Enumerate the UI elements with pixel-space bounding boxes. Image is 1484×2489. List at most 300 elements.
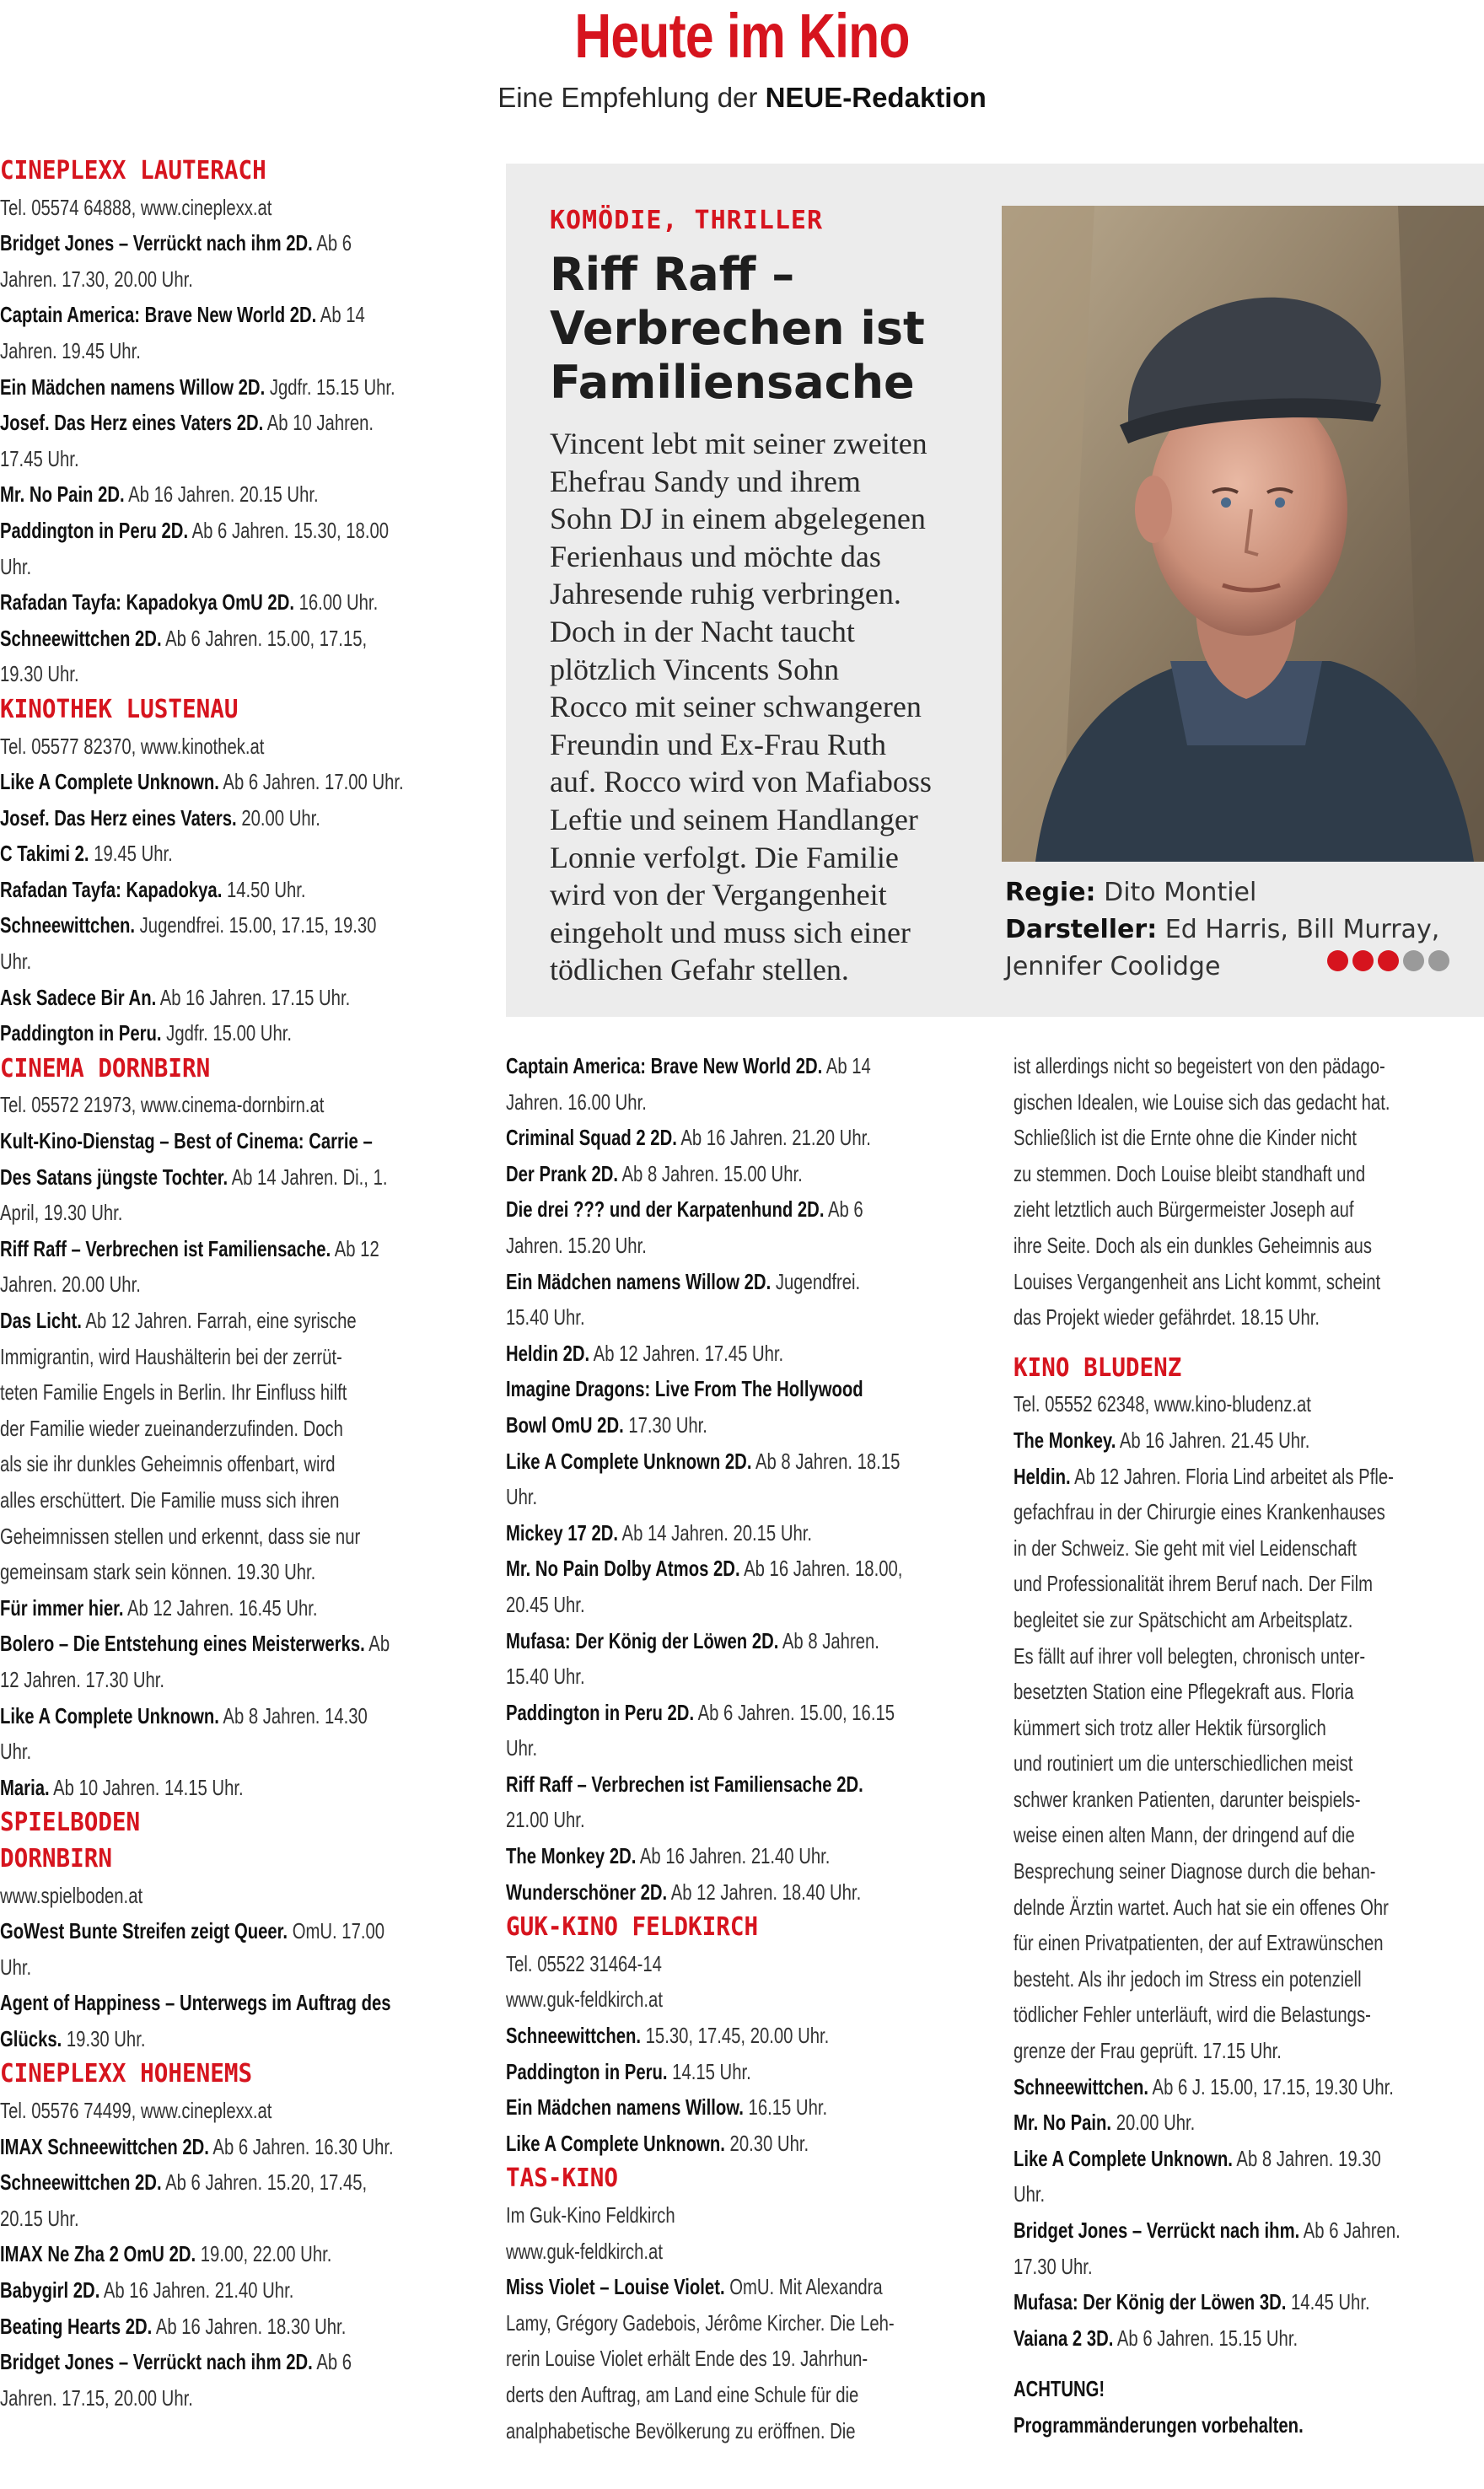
listing-detail: zu stemmen. Doch Louise bleibt standhaft und [1014,1160,1366,1186]
listing-detail: Ab 12 Jahren. Floria Lind arbeitet als Pfle- [1070,1463,1394,1489]
listing-detail: Ab 8 Jahren. 14.30 [218,1702,368,1728]
director-label: Regie: [1005,878,1096,907]
film-title: Imagine Dragons: Live From The Hollywood [506,1376,863,1402]
film-title: Paddington in Peru. [0,1020,162,1046]
page-header [0,0,1484,126]
film-title: Heldin 2D. [506,1340,590,1366]
film-title: Like A Complete Unknown. [1014,2145,1233,2171]
listing-line [0,1734,368,1770]
film-title: Paddington in Peru 2D. [0,517,189,543]
director-name: Dito Montiel [1095,878,1257,907]
listing-detail: analphabetische Bevölkerung zu eröffnen. Die [506,2417,856,2443]
listing-line [0,1662,368,1698]
film-title: Mickey 17 2D. [506,1519,619,1546]
feature-description-line: Freundin und Ex-Frau Ruth [550,727,886,761]
listing-line [0,1698,368,1734]
listing-detail: zieht letztlich auch Bürgermeister Joseph auf [1014,1196,1354,1223]
listing-detail: Jahren. 17.15, 20.00 Uhr. [0,2384,193,2411]
listing-line [0,1519,368,1555]
film-title: Mr. No Pain Dolby Atmos 2D. [506,1556,740,1582]
listing-detail: Tel. 05577 82370, www.kinothek.at [0,733,265,759]
listing-line [0,907,377,943]
listing-line [0,405,374,441]
listing-line [0,980,368,1016]
cinema-heading: DORNBIRN [0,1843,112,1873]
listing-line [0,2309,368,2345]
listing-detail: Jugendfrei. [771,1268,861,1294]
film-title: Wunderschöner 2D. [506,1879,668,1905]
film-title: Criminal Squad 2 2D. [506,1125,677,1151]
listing-line [0,190,368,226]
rating-dot-empty [1428,950,1449,971]
listing-line [506,1084,874,1121]
listing-detail: Uhr. [506,1484,538,1510]
subtitle-brand: NEUE-Redaktion [765,82,987,113]
film-title: Mufasa: Der König der Löwen 2D. [506,1627,779,1653]
film-title: Der Prank 2D. [506,1160,619,1186]
film-title: Ein Mädchen namens Willow 2D. [0,374,266,400]
listing-detail: besteht. Als ihr jedoch im Stress ein potenziell [1014,1965,1362,1992]
listing-line [506,2018,874,2054]
listing-detail: 20.00 Uhr. [236,804,320,831]
listing-line [1014,2249,1382,2285]
listing-line [506,1766,874,1803]
listing-detail: Ab 16 Jahren. 18.30 Uhr. [152,2313,347,2339]
listing-line [1014,1264,1382,1300]
page-subtitle [0,81,1484,115]
listing-line [1014,1530,1382,1567]
listing-line [506,1264,874,1300]
feature-description-line: Jahresende ruhig verbringen. [550,577,901,611]
listing-detail: OmU. Mit Alexandra [724,2274,883,2300]
listing-line [506,1551,903,1587]
listing-detail: delnde Ärztin wartet. Auch hat sie ein offenes Ohr [1014,1894,1389,1920]
listing-line [0,1878,368,1914]
listing-detail: Ab 6 [312,2349,352,2375]
listing-line [0,1159,388,1196]
rating-dot-filled [1327,950,1348,971]
listing-detail: das Projekt wieder gefährdet. 18.15 Uhr. [1014,1304,1320,1331]
listing-line [0,2129,394,2165]
listing-detail: Jgdfr. 15.15 Uhr. [265,374,395,400]
listing-line [1014,2069,1394,2105]
listing-line [1014,1566,1382,1602]
film-title: Riff Raff – Verbrechen ist Familiensache 2D. [506,1771,863,1797]
listing-line [1014,2320,1382,2357]
listing-detail: als sie ihr dunkles Geheimnis offenbart, wird [0,1451,336,1477]
listing-detail: OmU. 17.00 [288,1918,385,1944]
listing-line [1014,1890,1389,1926]
listing-detail: 20.45 Uhr. [506,1591,585,1617]
listing-detail: 14.50 Uhr. [222,876,306,902]
listing-detail: Ab 14 [316,302,365,328]
listing-detail: Tel. 05552 62348, www.kino-bludenz.at [1014,1391,1311,1417]
listings-column-1 [0,153,472,2416]
film-title: Ein Mädchen namens Willow. [506,2094,744,2121]
film-title: Captain America: Brave New World 2D. [0,302,317,328]
listing-line [0,1949,368,1986]
film-title: Paddington in Peru 2D. [506,1699,695,1725]
feature-title-line: Riff Raff – [550,248,795,301]
listing-line [0,1446,368,1482]
feature-genre: KOMÖDIE, THRILLER [550,206,824,235]
feature-description [550,425,1022,989]
film-title: Bridget Jones – Verrückt nach ihm. [1014,2218,1300,2243]
listing-detail: tödlicher Fehler unterläuft, wird die Belastungs- [1014,2002,1371,2028]
listing-line [1014,2212,1401,2249]
film-title: IMAX Schneewittchen 2D. [0,2133,209,2159]
listing-line [1014,2407,1382,2443]
listing-line [506,1371,874,1407]
listing-detail: Ab 16 Jahren. 17.15 Uhr. [156,984,351,1010]
listing-detail: 19.30 Uhr. [0,661,79,687]
listing-detail: 17.30 Uhr. [1014,2253,1093,2279]
listing-line [506,1730,874,1766]
feature-description-line: Lonnie verfolgt. Die Familie [550,840,899,874]
feature-description-line: tödlichen Gefahr stellen. [550,953,849,987]
film-title: Bolero – Die Entstehung eines Meisterwerks. [0,1631,365,1657]
listing-detail: Geheimnissen stellen und erkennt, dass sie nur [0,1523,361,1549]
spacer [1014,1336,1484,1351]
cinema-heading: CINEPLEXX LAUTERACH [0,156,266,185]
listing-line [0,1554,368,1590]
listing-line [0,1339,368,1375]
listing-line [1014,1386,1382,1422]
listing-line [0,1374,368,1411]
listing-detail: Uhr. [0,1739,32,1765]
listing-line [1014,1084,1390,1121]
listing-detail: Ab 6 Jahren. 15.20, 17.45, [161,2169,368,2196]
listing-line [0,1482,368,1519]
film-title: Like A Complete Unknown. [0,769,219,795]
listing-detail: Jugendfrei. 15.00, 17.15, 19.30 [135,912,377,938]
listing-line [1014,1853,1382,1890]
listing-line [506,1479,874,1515]
film-title: Bowl OmU 2D. [506,1411,624,1438]
feature-description-line: Ehefrau Sandy und ihrem [550,464,861,498]
film-title: Mr. No Pain 2D. [0,481,125,508]
film-title: Glücks. [0,2025,62,2051]
listing-detail: Ab 14 [822,1053,871,1078]
listing-line [0,476,368,513]
credits-cast-line [1005,911,1477,949]
listing-detail: Ab 16 Jahren. 21.40 Uhr. [636,1843,831,1869]
feature-description-line: plötzlich Vincents Sohn [550,652,840,686]
feature-description-line: Doch in der Nacht taucht [550,614,855,648]
listing-line [506,1515,874,1551]
listing-detail: Ab 16 Jahren. 18.00, [739,1556,903,1582]
listing-detail: weise einen alten Mann, der dringend auf die [1014,1822,1355,1848]
listing-detail: Lamy, Grégory Gadebois, Jérôme Kircher. Die Leh- [506,2309,895,2336]
listing-detail: 17.30 Uhr. [623,1411,707,1438]
listing-line [0,728,368,765]
listing-detail: Uhr. [0,553,32,579]
listing-detail: für einen Privatpatienten, der auf Extrawünschen [1014,1930,1384,1956]
listing-line [506,1695,895,1731]
listing-detail: rerin Louise Violet erhält Ende des 19. Jahrhun- [506,2346,868,2372]
credits-cast-line-2: Jennifer Coolidge [1005,952,1221,981]
listing-line [0,2021,368,2057]
listing-detail: Ab [364,1631,390,1657]
rating-dot-filled [1378,950,1399,971]
listing-detail: www.spielboden.at [0,1882,143,1908]
listing-line [0,1411,368,1447]
listing-line [0,1123,373,1159]
listing-line [506,2341,874,2377]
listing-detail: April, 19.30 Uhr. [0,1200,123,1226]
listing-line [1014,1602,1382,1638]
listing-line [1014,1817,1382,1853]
listing-line [1014,1638,1382,1675]
listing-line [506,1407,874,1443]
listing-line [0,1913,385,1949]
film-title: Mr. No Pain. [1014,2110,1112,2136]
listing-detail: Ab 8 Jahren. 19.30 [1232,2145,1381,2171]
listing-detail: gemeinsam stark sein können. 19.30 Uhr. [0,1559,316,1585]
feature-description-line: Ferienhaus und möchte das [550,539,881,573]
listing-line [506,1623,879,1659]
listing-detail: 19.45 Uhr. [89,841,173,867]
listing-detail: 21.00 Uhr. [506,1807,585,1833]
listing-detail: Jahren. 19.45 Uhr. [0,337,141,363]
listing-detail: Schließlich ist die Ernte ohne die Kinder nicht [1014,1125,1357,1151]
listing-line [0,1626,390,1662]
listing-line [1014,1156,1382,1192]
feature-description-line: Vincent lebt mit seiner zweiten [550,427,928,460]
listing-line [0,549,368,585]
film-title: Josef. Das Herz eines Vaters 2D. [0,410,264,436]
listing-line [1014,2033,1382,2069]
listing-detail: Ab 12 Jahren. 18.40 Uhr. [667,1879,862,1905]
listing-line [506,1120,874,1156]
listing-line [1014,1782,1382,1818]
listing-detail: gefachfrau in der Chirurgie eines Krankenhauses [1014,1499,1385,1525]
film-title: Captain America: Brave New World 2D. [506,1053,823,1078]
film-title: Die drei ??? und der Karpatenhund 2D. [506,1196,825,1223]
spacer [1014,2356,1484,2371]
listing-detail: kümmert sich trotz aller Hektik fürsorglich [1014,1714,1326,1740]
listing-line [0,513,390,549]
listing-detail: Ab 6 Jahren. 15.30, 18.00 [188,517,390,543]
film-title: Maria. [0,1774,50,1800]
listing-detail: Ab 12 Jahren. 16.45 Uhr. [123,1594,318,1621]
listing-line [506,1981,874,2018]
listing-detail: schwer kranken Patienten, darunter beispiels- [1014,1786,1361,1812]
listing-line [0,656,368,692]
listing-line [0,872,368,908]
listing-detail: Ab 12 [331,1235,379,1261]
film-title: Schneewittchen. [506,2023,642,2049]
listing-detail: 19.00, 22.00 Uhr. [196,2241,332,2267]
listing-line [1014,1745,1382,1782]
feature-description-line: eingeholt und muss sich einer [550,915,911,949]
film-title: Ask Sadece Bir An. [0,984,157,1010]
listing-line [506,2234,874,2270]
listing-detail: Jahren. 15.20 Uhr. [506,1232,647,1258]
listing-detail: 20.00 Uhr. [1111,2110,1196,2136]
subtitle-prefix: Eine Empfehlung der [497,82,766,113]
listing-detail: Immigrantin, wird Haushälterin bei der zerrüt- [0,1343,342,1369]
listing-detail: www.guk-feldkirch.at [506,2238,663,2264]
cast-label: Darsteller: [1005,915,1158,944]
listing-line [506,1874,874,1911]
listing-detail: Es fällt auf ihrer voll belegten, chronisch unter- [1014,1642,1366,1669]
listing-detail: Jgdfr. 15.00 Uhr. [161,1020,292,1046]
listing-detail: 14.45 Uhr. [1286,2289,1370,2315]
listing-detail: Ab 12 Jahren. Farrah, eine syrische [81,1308,357,1333]
feature-description-line: auf. Rocco wird von Mafiaboss [550,765,932,799]
listing-line [506,1658,874,1695]
listing-line [506,1156,874,1192]
listing-line [1014,1422,1382,1459]
listing-line [0,1231,379,1267]
listing-line [506,1299,874,1336]
listing-detail: Ab 6 J. 15.00, 17.15, 19.30 Uhr. [1148,2073,1394,2099]
listing-line [1014,2176,1382,2212]
listing-detail: 15.40 Uhr. [506,1664,585,1690]
listing-detail: Ab 6 [824,1196,863,1223]
film-title: Mufasa: Der König der Löwen 3D. [1014,2289,1287,2315]
listing-line [0,333,368,369]
listing-detail: Uhr. [1014,2181,1046,2207]
listing-line [1014,1494,1385,1530]
listing-line [506,2089,874,2126]
listing-detail: Ab 16 Jahren. 21.40 Uhr. [99,2277,294,2304]
listing-line [0,1266,368,1303]
listing-detail: Ab 6 Jahren. [1299,2218,1401,2243]
listing-detail: der Familie wieder zueinanderzufinden. Doch [0,1415,343,1441]
listing-line [0,2272,368,2309]
listing-line [0,261,368,298]
listing-line [506,1228,874,1264]
listing-detail: Ab 6 Jahren. 15.00, 16.15 [694,1699,895,1725]
listing-line [506,1336,874,1372]
listing-line [0,2201,368,2237]
film-title: The Monkey 2D. [506,1843,637,1869]
listing-line [1014,1299,1382,1336]
listings-column-3 [1014,1048,1484,2443]
listing-detail: ihre Seite. Doch als ein dunkles Geheimnis aus [1014,1232,1372,1258]
film-title: Josef. Das Herz eines Vaters. [0,804,237,831]
listing-detail: Ab 10 Jahren. 14.15 Uhr. [49,1774,244,1800]
actor-photo [1002,206,1484,862]
listing-line [1014,2141,1382,2177]
listing-line [0,1303,368,1339]
listing-line [0,764,404,800]
listing-line [0,225,368,261]
listing-detail: 20.15 Uhr. [0,2205,79,2231]
listing-detail: Tel. 05522 31464-14 [506,1950,662,1976]
listing-detail: Ab 16 Jahren. 21.20 Uhr. [676,1125,871,1151]
film-title: Like A Complete Unknown. [506,2130,725,2156]
actor-portrait-illustration [1002,206,1484,862]
listing-line [1014,1228,1382,1264]
listing-line [0,297,368,333]
listing-line [0,2236,368,2272]
listing-detail: Jahren. 16.00 Uhr. [506,1089,647,1115]
film-title: ACHTUNG! [1014,2376,1105,2402]
film-title: C Takimi 2. [0,841,89,867]
listing-detail: Ab 6 Jahren. 17.00 Uhr. [218,769,404,795]
listing-detail: in der Schweiz. Sie geht mit viel Leidenschaft [1014,1535,1357,1561]
film-title: Das Licht. [0,1308,82,1333]
listing-line [506,1191,874,1228]
listing-line [0,584,379,621]
listing-line [1014,1459,1394,1495]
film-title: Miss Violet – Louise Violet. [506,2274,725,2300]
listing-detail: alles erschüttert. Die Familie muss sich ihren [0,1486,340,1513]
listing-line [0,2380,368,2416]
film-title: The Monkey. [1014,1427,1116,1453]
cinema-heading: CINEPLEXX HOHENEMS [0,2059,253,2089]
film-title: Für immer hier. [0,1594,124,1621]
listing-line [1014,1997,1382,2033]
cinema-heading: SPIELBODEN [0,1808,141,1838]
listing-detail: Ab 8 Jahren. 15.00 Uhr. [618,1160,803,1186]
listing-line [1014,2284,1382,2320]
listing-detail: derts den Auftrag, am Land eine Schule für die [506,2381,859,2407]
listing-detail: Louises Vergangenheit ans Licht kommt, scheint [1014,1268,1381,1294]
film-title: Bridget Jones – Verrückt nach ihm 2D. [0,2349,313,2375]
film-title: Des Satans jüngste Tochter. [0,1164,229,1190]
listing-detail: Ab 12 Jahren. 17.45 Uhr. [589,1340,784,1366]
film-title: Heldin. [1014,1463,1071,1489]
listing-detail: Jahren. 17.30, 20.00 Uhr. [0,266,193,292]
listing-line [506,2054,874,2090]
feature-description-line: Leftie und seinem Handlanger [550,802,918,836]
listing-detail: Uhr. [0,949,32,975]
listing-detail: Besprechung seiner Diagnose durch die behan- [1014,1858,1376,1884]
listing-detail: 19.30 Uhr. [62,2025,146,2051]
feature-title-line: Verbrechen ist [550,302,925,355]
film-title: Programmänderungen vorbehalten. [1014,2411,1304,2438]
listing-detail: Ab 10 Jahren. [263,410,374,436]
film-title: Vaiana 2 3D. [1014,2325,1114,2351]
listing-detail: Uhr. [506,1735,538,1761]
film-title: Paddington in Peru. [506,2058,668,2084]
feature-description-line: Sohn DJ in einem abgelegenen [550,502,926,536]
listing-line [506,1946,874,1982]
listing-detail: Uhr. [0,1954,32,1980]
listing-line [506,1443,901,1480]
listing-detail: Ab 8 Jahren. 18.15 [751,1448,901,1474]
listing-line [506,2269,883,2305]
listing-detail: 14.15 Uhr. [667,2058,751,2084]
listing-line [506,2413,874,2449]
film-title: Rafadan Tayfa: Kapadokya. [0,876,223,902]
listing-detail: Ab 16 Jahren. 20.15 Uhr. [124,481,319,508]
listing-line [0,1770,368,1806]
feature-title [550,248,1022,410]
listing-line [0,621,368,657]
listing-line [506,1048,874,1084]
listing-detail: Tel. 05574 64888, www.cineplexx.at [0,194,272,220]
cinema-heading: CINEMA DORNBIRN [0,1053,211,1083]
listing-detail: Tel. 05576 74499, www.cineplexx.at [0,2098,272,2124]
cinema-heading: KINO BLUDENZ [1014,1352,1182,1383]
listing-detail: 16.15 Uhr. [743,2094,828,2121]
listing-line [1014,1048,1385,1084]
page-title: Heute im Kino [574,1,910,71]
listing-detail: begleitet sie zur Spätschicht am Arbeitsplatz. [1014,1606,1353,1632]
film-title: IMAX Ne Zha 2 OmU 2D. [0,2241,196,2267]
listing-detail: Ab 14 Jahren. 20.15 Uhr. [618,1519,813,1546]
film-title: Like A Complete Unknown 2D. [506,1448,752,1474]
credits-director-line [1005,874,1477,911]
listing-detail: Ab 6 [312,230,352,256]
listing-detail: Ab 8 Jahren. [778,1627,879,1653]
listing-line [0,1195,368,1231]
